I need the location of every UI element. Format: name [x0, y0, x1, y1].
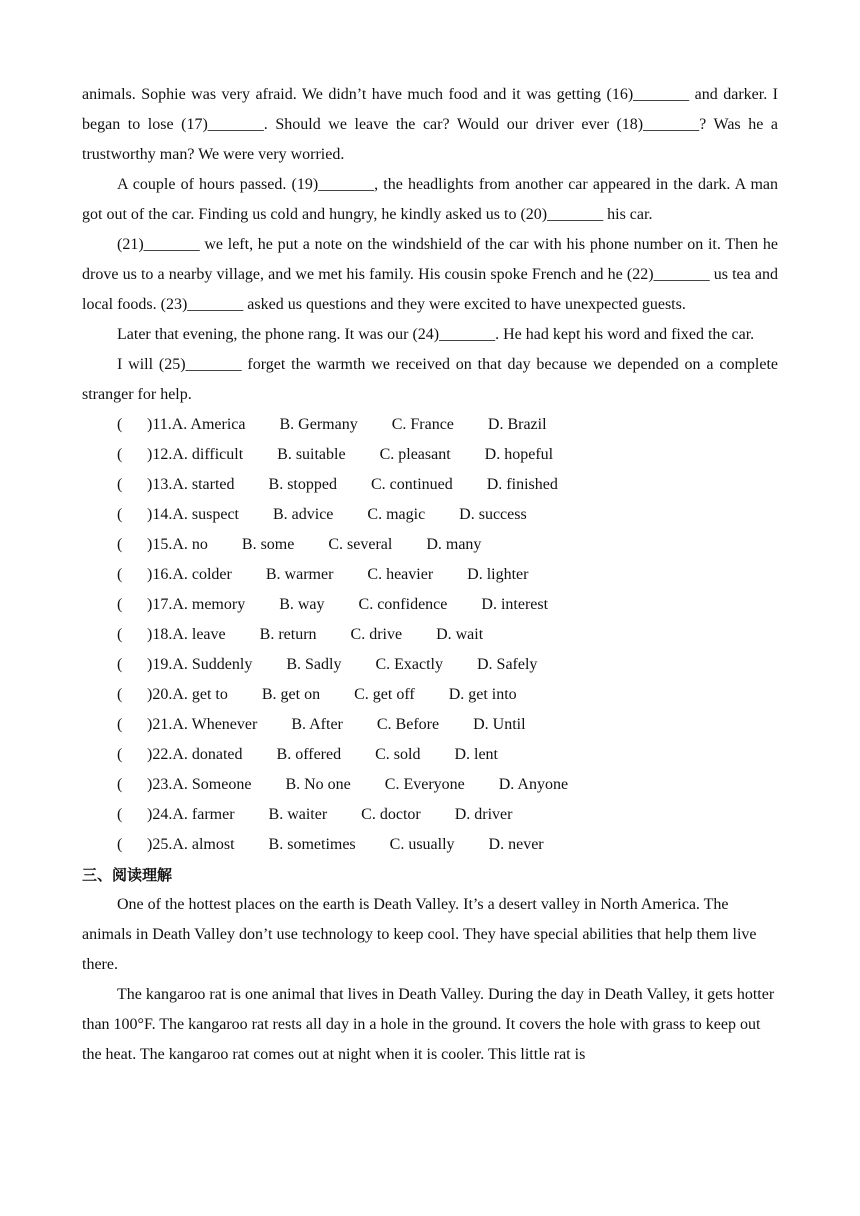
question-number: )12. [147, 446, 173, 463]
question-number: )16. [147, 566, 173, 583]
question-number: )19. [147, 656, 173, 673]
question-item [82, 500, 778, 530]
question-item [82, 800, 778, 830]
answer-paren: ( [117, 446, 123, 463]
option-c: C. France [391, 416, 454, 433]
option-b: B. warmer [265, 566, 334, 583]
option-b: B. suitable [277, 446, 346, 463]
option-b: B. return [259, 626, 317, 643]
option-d: D. interest [481, 596, 549, 613]
option-b: B. offered [276, 746, 342, 763]
option-a: A. America [171, 416, 246, 433]
option-d: D. Safely [477, 656, 538, 673]
answer-paren: ( [117, 656, 123, 673]
question-number: )11. [147, 416, 172, 433]
answer-paren: ( [117, 416, 123, 433]
question-item [82, 680, 778, 710]
option-a: A. suspect [172, 506, 239, 523]
question-item [82, 470, 778, 500]
question-item [82, 410, 778, 440]
option-d: D. success [459, 506, 527, 523]
option-a: A. started [172, 476, 235, 493]
reading-paragraph-2: The kangaroo rat is one animal that lives in Death Valley. During the day in Death Valley, it gets hotter than 100°F. The kangaroo rat rests all day in a hole in the ground. It covers the hole with grass to keep out the heat. The kangaroo rat comes out at night when it is cooler. This little rat is [82, 986, 775, 1063]
question-item [82, 590, 778, 620]
option-c: C. pleasant [379, 446, 451, 463]
option-b: B. sometimes [268, 836, 356, 853]
answer-paren: ( [117, 506, 123, 523]
option-b: B. advice [272, 506, 334, 523]
option-b: B. Sadly [286, 656, 342, 673]
question-item [82, 440, 778, 470]
question-item [82, 740, 778, 770]
question-item [82, 560, 778, 590]
question-number: )15. [147, 536, 173, 553]
option-d: D. hopeful [484, 446, 554, 463]
question-number: )21. [147, 716, 173, 733]
option-a: A. donated [172, 746, 243, 763]
option-a: A. leave [172, 626, 226, 643]
answer-paren: ( [117, 776, 123, 793]
option-a: A. almost [172, 836, 235, 853]
question-item [82, 530, 778, 560]
option-c: C. usually [389, 836, 455, 853]
question-item [82, 770, 778, 800]
option-a: A. Suddenly [172, 656, 253, 673]
answer-paren: ( [117, 806, 123, 823]
option-b: B. some [241, 536, 295, 553]
question-number: )25. [147, 836, 173, 853]
option-c: C. Exactly [375, 656, 443, 673]
option-b: B. get on [261, 686, 321, 703]
question-number: )22. [147, 746, 173, 763]
section-title-reading: 三、阅读理解 [82, 866, 173, 884]
option-d: D. get into [448, 686, 517, 703]
option-b: B. way [279, 596, 325, 613]
option-c: C. magic [367, 506, 426, 523]
answer-paren: ( [117, 626, 123, 643]
question-number: )17. [147, 596, 173, 613]
cloze-paragraph-3: (21)_______ we left, he put a note on the windshield of the car with his phone number on it. Then he drove us to a nearby village, and we met his family. His cousin spoke French and he (22)_______ us tea and local foods. (23)_______ asked us questions and they were excited to have unexpected guests. [82, 236, 778, 313]
question-item [82, 650, 778, 680]
option-b: B. waiter [268, 806, 328, 823]
question-item [82, 830, 778, 860]
option-d: D. lent [454, 746, 498, 763]
question-list [82, 410, 778, 860]
option-d: D. many [426, 536, 482, 553]
option-b: B. No one [285, 776, 351, 793]
option-c: C. sold [375, 746, 421, 763]
option-b: B. Germany [279, 416, 358, 433]
option-d: D. Anyone [498, 776, 569, 793]
option-c: C. several [328, 536, 393, 553]
question-number: )18. [147, 626, 173, 643]
page-content [82, 80, 778, 1070]
option-a: A. memory [172, 596, 246, 613]
answer-paren: ( [117, 716, 123, 733]
cloze-paragraph-5: I will (25)_______ forget the warmth we received on that day because we depended on a complete stranger for help. [82, 356, 778, 403]
option-d: D. driver [454, 806, 513, 823]
option-c: C. confidence [358, 596, 448, 613]
option-c: C. Before [376, 716, 440, 733]
answer-paren: ( [117, 686, 123, 703]
question-number: )14. [147, 506, 173, 523]
option-d: D. Until [473, 716, 526, 733]
option-a: A. Whenever [172, 716, 258, 733]
cloze-paragraph-4: Later that evening, the phone rang. It was our (24)_______. He had kept his word and fixed the car. [117, 326, 755, 343]
option-a: A. no [172, 536, 208, 553]
option-c: C. heavier [367, 566, 434, 583]
option-b: B. stopped [268, 476, 337, 493]
question-item [82, 710, 778, 740]
answer-paren: ( [117, 536, 123, 553]
question-number: )24. [147, 806, 173, 823]
option-d: D. Brazil [487, 416, 547, 433]
answer-paren: ( [117, 746, 123, 763]
answer-paren: ( [117, 476, 123, 493]
cloze-paragraph-1: animals. Sophie was very afraid. We didn’t have much food and it was getting (16)_______ and darker. I began to lose (17)_______. Should we leave the car? Would our driver ever (18)_______? Was he a trustworthy man? We were very worried. [82, 86, 778, 163]
option-d: D. finished [486, 476, 558, 493]
question-number: )20. [147, 686, 173, 703]
cloze-passage [82, 80, 778, 410]
option-c: C. Everyone [384, 776, 465, 793]
option-d: D. never [488, 836, 544, 853]
option-a: A. farmer [172, 806, 235, 823]
answer-paren: ( [117, 836, 123, 853]
question-item [82, 620, 778, 650]
answer-paren: ( [117, 596, 123, 613]
question-number: )23. [147, 776, 173, 793]
option-a: A. Someone [172, 776, 252, 793]
cloze-paragraph-2: A couple of hours passed. (19)_______, the headlights from another car appeared in the dark. A man got out of the car. Finding us cold and hungry, he kindly asked us to (20)_______ his car. [82, 176, 778, 223]
option-d: D. lighter [467, 566, 529, 583]
option-c: C. get off [354, 686, 415, 703]
option-a: A. difficult [172, 446, 244, 463]
option-c: C. doctor [361, 806, 421, 823]
reading-paragraph-1: One of the hottest places on the earth is Death Valley. It’s a desert valley in North America. The animals in Death Valley don’t use technology to keep cool. They have special abilities that help them live there. [82, 896, 757, 973]
answer-paren: ( [117, 566, 123, 583]
question-number: )13. [147, 476, 173, 493]
option-c: C. drive [350, 626, 403, 643]
option-b: B. After [291, 716, 343, 733]
option-d: D. wait [436, 626, 484, 643]
option-a: A. colder [172, 566, 232, 583]
option-c: C. continued [370, 476, 453, 493]
reading-passage [82, 890, 778, 1070]
option-a: A. get to [172, 686, 228, 703]
